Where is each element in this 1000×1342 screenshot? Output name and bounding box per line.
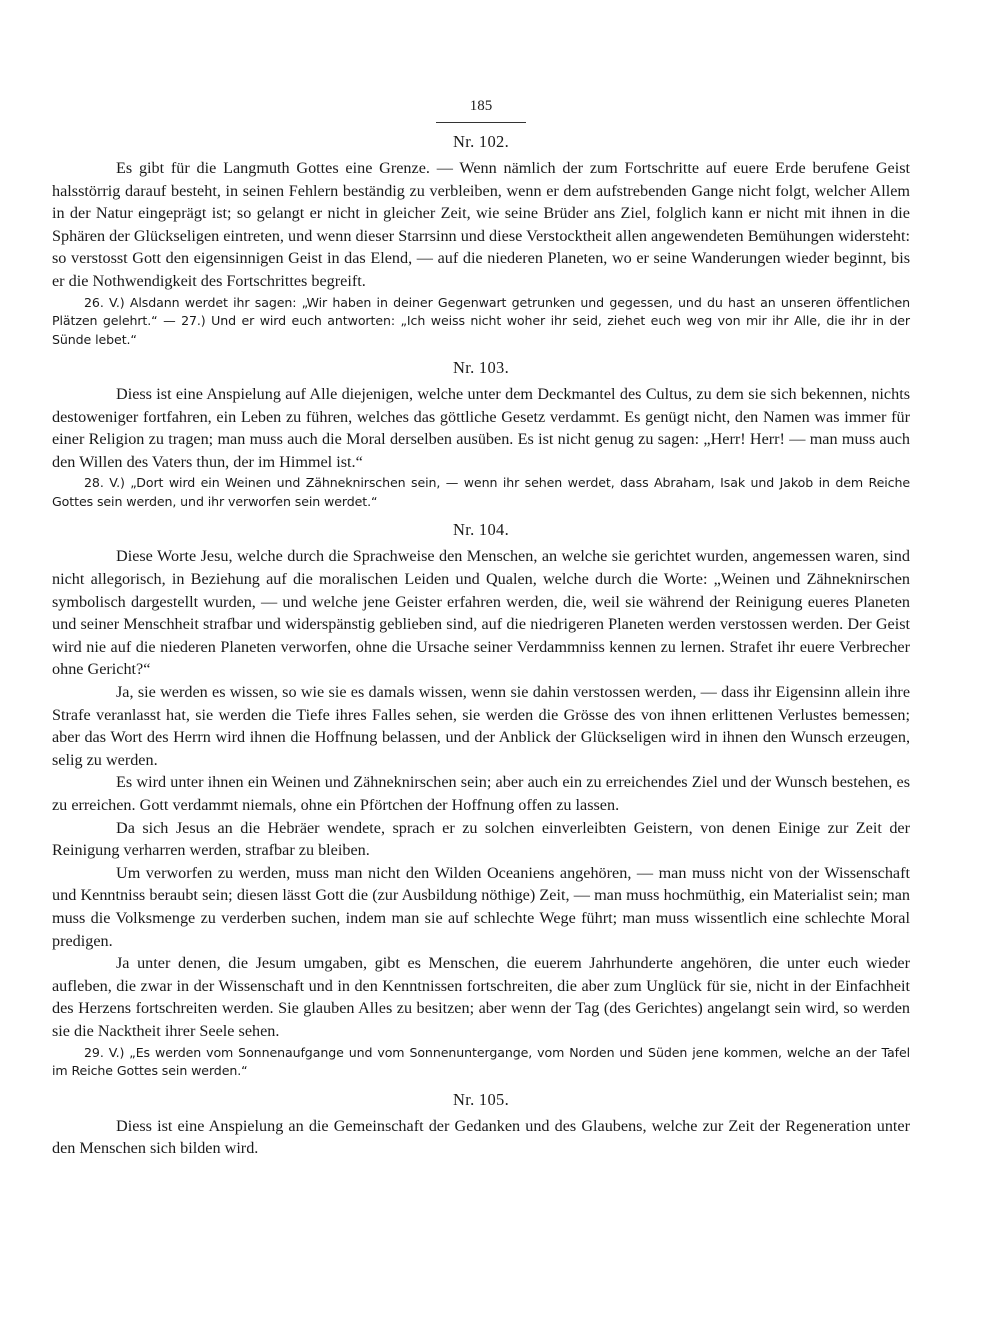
section-nr-103	[52, 357, 910, 511]
document-page	[52, 96, 910, 1160]
paragraph: Um verworfen zu werden, muss man nicht den Wilden Oceaniens angehören, — man muss nicht von der Wissenschaft und Kenntniss beraubt sein; diesen lässt Gott die (zur Ausbildung nöthige) Zeit, — man muss hochmüthig, ein Materialist sein; man muss die Volksmenge zu verderben suchen, indem man sie auf schlechte Wege führt; man muss wissentlich eine schlechte Moral predigen.	[52, 863, 910, 950]
paragraph: Diess ist eine Anspielung an die Gemeinschaft der Gedanken und des Glaubens, welche zur Zeit der Regeneration unter den Menschen sich bilden wird.	[52, 1116, 910, 1158]
section-heading: Nr. 104.	[452, 520, 510, 540]
footnote: 29. V.) „Es werden vom Sonnenaufgange und vom Sonnenuntergange, vom Norden und Süden jene kommen, welche an der Tafel im Reiche Gottes sein werden.“	[52, 1044, 910, 1078]
paragraph: Ja, sie werden es wissen, so wie sie es damals wissen, wenn sie dahin verstossen werden, — dass ihr Eigensinn allein ihre Strafe veranlasst hat, sie werden die Tiefe ihres Falles sehen, sie werden die Grösse des von ihnen erlittenen Verlustes bemessen; aber das Wort des Herrn wird ihnen die Hoffnung belassen, und der Anblick der Glückseligen wird in ihnen den Wunsch erzeugen, selig zu werden.	[52, 683, 910, 769]
page-number-rule	[436, 122, 526, 123]
footnote: 28. V.) „Dort wird ein Weinen und Zähneknirschen sein, — wenn ihr sehen werdet, dass Abraham, Isak und Jakob in dem Reiche Gottes sein werden, und ihr verworfen sein werdet.“	[52, 475, 910, 509]
paragraph: Es wird unter ihnen ein Weinen und Zähneknirschen sein; aber auch ein zu erreichendes Ziel und der Wunsch bestehen, es zu erreichen. Gott verdammt niemals, ohne ein Pförtchen der Hoffnung offen zu lassen.	[52, 773, 910, 814]
paragraph: Diese Worte Jesu, welche durch die Sprachweise den Menschen, an welche sie gerichtet wurden, angemessen waren, sind nicht allegorisch, in Beziehung auf die moralischen Leiden und Qualen, welche durch die Worte: „Weinen und Zähneknirschen symbolisch dargestellt wurden, — und welche jene Geister erfahren werden, die, weil sie während der Reinigung eueres Planeten und seiner Menschheit strafbar und widerspänstig geblieben sind, auf die niedrigeren Planeten werden verstossen werden. Der Geist wird nie auf die niederen Planeten verworfen, ohne die Ursache seiner Verdammniss kennen zu lernen. Strafet ihr euere Verbrecher ohne Gericht?“	[52, 547, 910, 679]
section-heading: Nr. 105.	[452, 1089, 510, 1109]
section-heading: Nr. 103.	[452, 358, 510, 378]
footnote: 26. V.) Alsdann werdet ihr sagen: „Wir haben in deiner Gegenwart getrunken und gegessen, und du hast an unseren öffentlichen Plätzen gelehrt.“ — 27.) Und er wird euch antworten: „Ich weiss nicht woher ihr seid, ziehet euch weg von mir ihr Alle, die ihr in der Sünde lebet.“	[52, 294, 910, 347]
section-nr-102	[52, 131, 910, 349]
paragraph: Es gibt für die Langmuth Gottes eine Grenze. — Wenn nämlich der zum Fortschritte auf euere Erde berufene Geist halsstörrig darauf besteht, in seinen Fehlern beständig zu verbleiben, wenn er dem aufstrebenden Gange nicht folgt, welcher Allem in der Natur eingeprägt ist; so gelangt er nicht in gleicher Zeit, wie seine Brüder ans Ziel, folglich kann er nicht mit ihnen in die Sphären der Glückseligen eintreten, und wenn dieser Starrsinn und diese Verstocktheit allen angewendeten Bemühungen widersteht: so verstosst Gott den eigensinnigen Geist in das Elend, — auf die niederen Planeten, wo er seine Wanderungen wieder beginnt, bis er die Nothwendigkeit des Fortschrittes begreift.	[52, 159, 910, 290]
page-number: 185	[469, 98, 493, 114]
paragraph: Da sich Jesus an die Hebräer wendete, sprach er zu solchen einverleibten Geistern, von denen Einige zur Zeit der Reinigung verharren werden, strafbar zu bleiben.	[52, 818, 910, 860]
paragraph: Ja unter denen, die Jesum umgaben, gibt es Menschen, die euerem Jahrhunderte angehören, die unter euch wieder aufleben, die zwar in der Wissenschaft und in den Kenntnissen fortschreiten, die aber zum Unglück für sie, nicht in der Einfachheit des Herzens fortschreiten werden. Sie glauben Alles zu besitzen; aber wenn der Tag (des Gerichtes) angelangt sein wird, so werden sie die Nacktheit ihrer Seele sehen.	[52, 954, 910, 1040]
section-heading: Nr. 102.	[452, 132, 510, 151]
section-nr-105	[52, 1089, 910, 1160]
section-nr-104	[52, 519, 910, 1080]
paragraph: Diess ist eine Anspielung auf Alle diejenigen, welche unter dem Deckmantel des Cultus, zu dem sie sich bekennen, nichts destoweniger fortfahren, ein Leben zu führen, welches das göttliche Gesetz verdammt. Es genügt nicht, den Namen was immer für einer Religion zu tragen; man muss auch die Moral derselben ausüben. Es ist nicht genug zu sagen: „Herr! Herr! — man muss auch den Willen des Vaters thun, der im Himmel ist.“	[52, 385, 910, 471]
